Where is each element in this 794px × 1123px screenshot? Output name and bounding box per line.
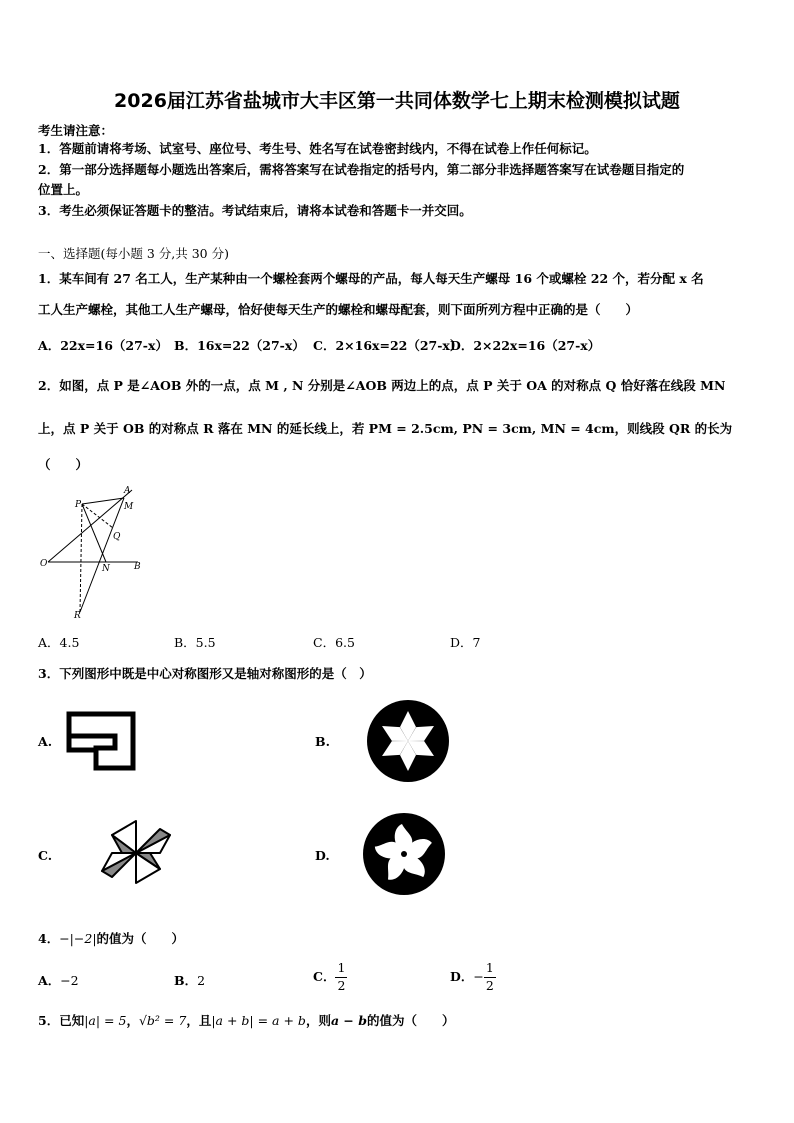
notice-item: 3．考生必须保证答题卡的整洁。考试结束后，请将本试卷和答题卡一并交回。 [38,203,472,218]
q2-stem-line2: 上，点 P 关于 OB 的对称点 R 落在 MN 的延长线上，若 PM = 2.5cm, PN = 3cm, MN = 4cm，则线段 QR 的长为 [38,421,733,436]
page-title: 2026届江苏省盐城市大丰区第一共同体数学七上期末检测模拟试题 [114,90,680,112]
segment-pn [82,504,106,562]
q3-option-c-label: C. [38,848,53,863]
label-p: P [75,500,82,510]
notice-item: 位置上。 [38,182,89,197]
q4-option-b: B．2 [174,973,206,988]
q4-option-c: C． $\frac{1}{2}$ [313,960,346,993]
segment-pr [80,504,82,612]
label-b: B [134,562,141,572]
q2-option-c: C．6.5 [313,635,355,650]
q3-figure-c [98,817,176,887]
q2-option-b: B．5.5 [174,635,216,650]
q2-option-a: A．4.5 [38,635,80,650]
q4-expression: −|−2| [59,931,97,946]
q3-figure-d [362,812,446,896]
label-r: R [74,611,81,621]
q2-geometry-figure [36,482,156,622]
fraction: $\frac{1}{2}$ [337,960,346,993]
q4-option-d: D．− $\frac{1}{2}$ [450,960,494,993]
notice-item: 1．答题前请将考场、试室号、座位号、考生号、姓名写在试卷密封线内，不得在试卷上作任何标记。 [38,141,597,156]
label-a: A [124,486,131,496]
notice-item: 2．第一部分选择题每小题选出答案后，需将答案写在试卷指定的括号内，第二部分非选择题答案写在试卷题目指定的 [38,162,685,177]
q1-stem-line1: 1．某车间有 27 名工人，生产某种由一个螺栓套两个螺母的产品，每人每天生产螺母 16 个或螺栓 22 个，若分配 x 名 [38,271,704,286]
q3-stem: 3．下列图形中既是中心对称图形又是轴对称图形的是（ ） [38,666,372,681]
label-q: Q [113,532,121,542]
segment-pm [82,498,124,504]
label-o: O [40,559,48,569]
q3-option-a-label: A. [38,734,53,749]
q1-option-d: D．2×22x=16（27-x） [450,338,601,353]
notice-heading: 考生请注意： [38,123,114,138]
q1-option-a: A．22x=16（27-x） [38,338,168,353]
q3-figure-b [366,699,450,783]
section-heading: 一、选择题(每小题 3 分,共 30 分) [38,246,229,261]
q1-option-c: C．2×16x=22（27-x） [313,338,463,353]
q4-option-a: A．−2 [38,973,79,988]
q2-option-d: D．7 [450,635,481,650]
label-n: N [102,564,110,574]
q5-stem: 5．已知|a| = 5，√b² = 7，且|a + b| = a + b，则a − b的值为（ ） [38,1013,455,1028]
q1-option-b: B．16x=22（27-x） [174,338,305,353]
q4-stem: 4．−|−2|的值为（ ） [38,931,185,946]
q2-answer-paren: （ ） [38,457,89,472]
ray-oa [48,490,132,562]
q1-stem-line2: 工人生产螺栓，其他工人生产螺母，恰好使每天生产的螺栓和螺母配套，则下面所列方程中正确的是（ ） [38,302,639,317]
q3-option-b-label: B. [315,734,330,749]
fraction: $\frac{1}{2}$ [485,960,494,993]
label-m: M [124,502,134,512]
q2-stem-line1: 2．如图，点 P 是∠AOB 外的一点，点 M , N 分别是∠AOB 两边上的点，点 P 关于 OA 的对称点 Q 恰好落在线段 MN [38,378,726,393]
q3-figure-a [66,710,138,772]
q3-option-d-label: D. [315,848,330,863]
